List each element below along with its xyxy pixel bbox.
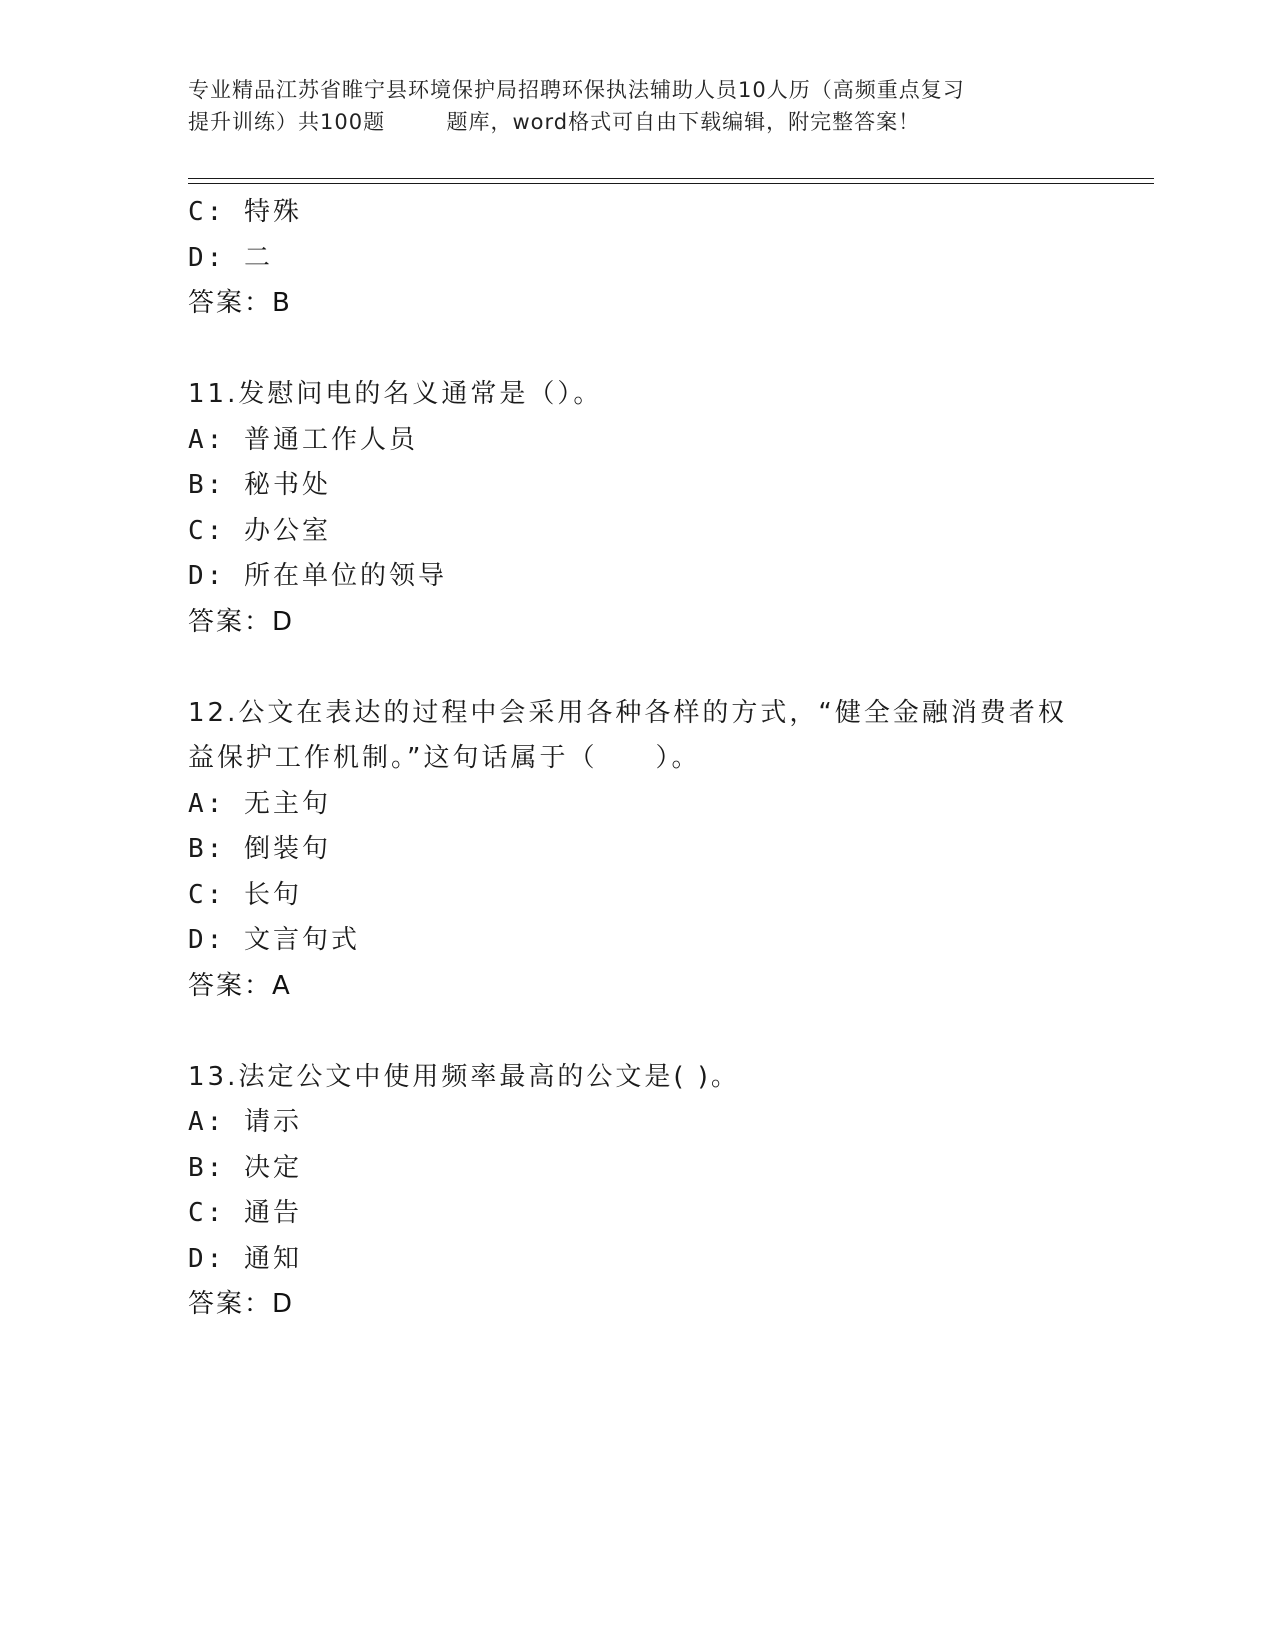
option-label: C: <box>188 197 226 227</box>
question-12 <box>188 691 1088 1010</box>
option-a <box>188 782 1088 828</box>
option-label: C: <box>188 1198 226 1228</box>
page-header <box>188 74 1088 138</box>
answer-line: 答案：B <box>188 288 292 318</box>
option-text: 请示 <box>243 1107 302 1137</box>
question-text: 11.发慰问电的名义通常是（）。 <box>188 379 603 409</box>
option-c <box>188 1191 1088 1237</box>
question-list <box>188 190 1088 1328</box>
question-13 <box>188 1055 1088 1328</box>
option-b <box>188 827 1088 873</box>
option-b <box>188 1146 1088 1192</box>
option-label: A: <box>188 424 226 455</box>
option-label: A: <box>188 788 226 819</box>
question-11 <box>188 372 1088 645</box>
option-text: 倒装句 <box>243 834 331 864</box>
option-text: 无主句 <box>243 788 331 819</box>
option-text: 通告 <box>243 1198 302 1228</box>
answer-line: 答案：D <box>188 1289 295 1319</box>
option-d <box>188 918 1088 964</box>
option-a <box>188 1100 1088 1146</box>
option-text: 办公室 <box>243 515 331 546</box>
option-text: 长句 <box>243 879 302 910</box>
option-text: 普通工作人员 <box>243 424 418 455</box>
option-text: 决定 <box>243 1152 302 1183</box>
spacer <box>188 1009 1088 1055</box>
question-text-line-2: 益保护工作机制。”这句话属于（ ）。 <box>188 743 701 773</box>
answer-line: 答案：A <box>188 970 292 1001</box>
question-10-tail <box>188 190 1088 327</box>
option-text: 所在单位的领导 <box>243 561 447 591</box>
option-a <box>188 418 1088 464</box>
option-label: D: <box>188 561 226 591</box>
option-label: B: <box>188 1152 226 1183</box>
header-line-1: 专业精品江苏省睢宁县环境保护局招聘环保执法辅助人员10人历（高频重点复习 <box>188 78 965 102</box>
option-label: C: <box>188 879 226 910</box>
option-c <box>188 509 1088 555</box>
option-text: 通知 <box>243 1243 302 1274</box>
option-label: B: <box>188 470 226 500</box>
option-d <box>188 236 1088 282</box>
option-label: D: <box>188 925 226 955</box>
spacer <box>188 645 1088 691</box>
option-c <box>188 873 1088 919</box>
option-text: 秘书处 <box>243 470 331 500</box>
question-text-line-1: 12.公文在表达的过程中会采用各种各样的方式，“健全金融消费者权 <box>188 697 1067 728</box>
header-line-2: 提升训练）共100题 题库，word格式可自由下载编辑，附完整答案！ <box>188 110 921 134</box>
answer-line: 答案：D <box>188 606 295 637</box>
option-label: B: <box>188 834 226 864</box>
question-text: 13.法定公文中使用频率最高的公文是( )。 <box>188 1061 740 1092</box>
option-d <box>188 1237 1088 1283</box>
option-c <box>188 190 1088 236</box>
header-divider-bottom <box>188 183 1154 184</box>
option-text: 特殊 <box>243 197 302 227</box>
header-divider-top <box>188 178 1154 179</box>
option-label: D: <box>188 242 226 273</box>
option-label: D: <box>188 1243 226 1274</box>
option-text: 二 <box>243 242 273 273</box>
option-text: 文言句式 <box>243 925 360 955</box>
option-label: C: <box>188 515 226 546</box>
option-label: A: <box>188 1107 226 1137</box>
option-b <box>188 463 1088 509</box>
spacer <box>188 327 1088 373</box>
option-d <box>188 554 1088 600</box>
